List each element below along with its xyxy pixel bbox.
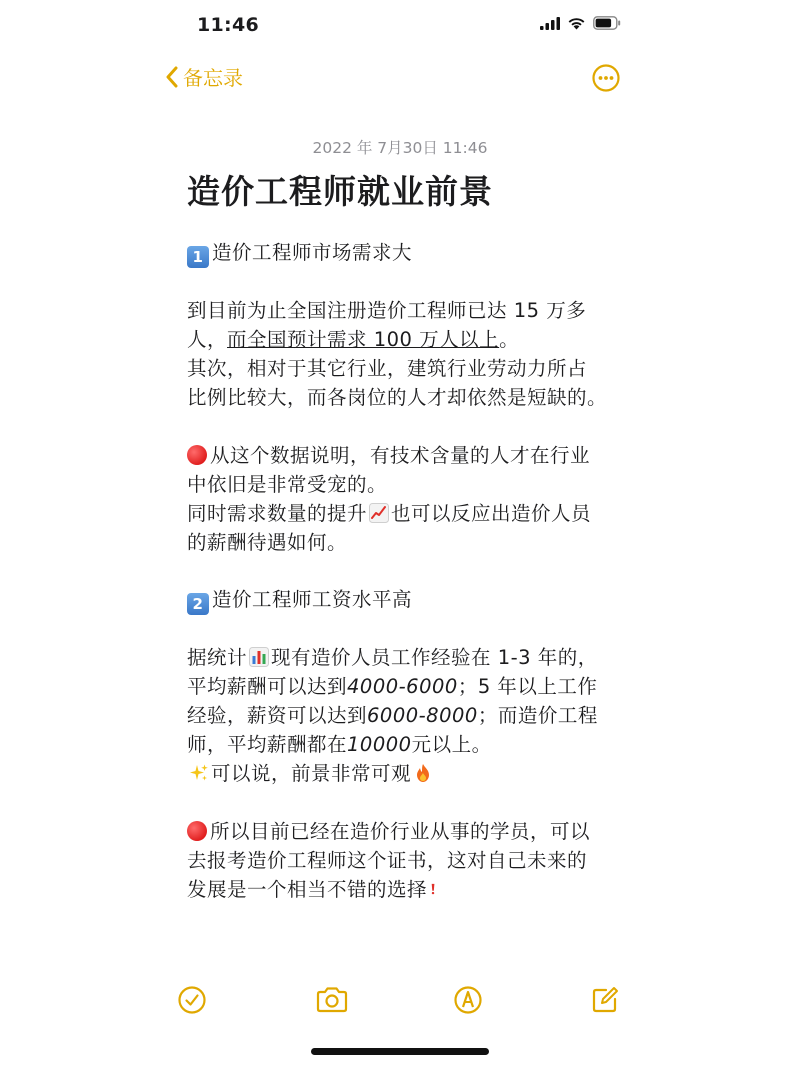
section-2-heading-line [187, 585, 412, 615]
p3-line3 [187, 701, 598, 730]
p2-line2: 中依旧是非常受宠的。 [187, 473, 388, 496]
p3-line1-post: 现有造价人员工作经验在 1-3 年的， [271, 646, 598, 669]
p3-line5-text: 可以说，前景非常可观 [211, 762, 412, 785]
p3-line3-post: ；而造价工程 [477, 704, 598, 727]
p3-line2 [187, 672, 597, 701]
notes-screen [165, 0, 635, 1067]
chevron-left-icon [165, 66, 179, 88]
salary-range-1: 4000-6000 [347, 675, 458, 698]
keycap-1-icon: 1 [187, 246, 209, 268]
status-icons [540, 16, 621, 30]
p4-line2: 去报考造价工程师这个证书，这对自己未来的 [187, 849, 588, 872]
note-title: 造价工程师就业前景 [187, 172, 493, 211]
p2-line3-post: 也可以反应出造价人员 [391, 502, 592, 525]
p3-line2-post: ；5 年以上工作 [457, 675, 598, 698]
p1-line2-pre: 人， [187, 328, 228, 351]
p4-line3-text: 发展是一个相当不错的选择 [187, 878, 428, 901]
p2-line4: 的薪酬待遇如何。 [187, 531, 348, 554]
p4-line3 [187, 875, 443, 904]
note-date: 2022 年 7月30日 11:46 [312, 139, 488, 157]
battery-icon [593, 16, 621, 30]
chart-increasing-icon [369, 503, 389, 523]
wifi-icon [567, 16, 586, 30]
p2-line1 [187, 441, 590, 470]
keycap-2-icon: 2 [187, 593, 209, 615]
p3-line2-pre: 平均薪酬可以达到 [187, 675, 348, 698]
p3-line1-pre: 据统计 [187, 646, 248, 669]
markup-icon[interactable] [453, 985, 483, 1015]
home-indicator[interactable] [311, 1048, 489, 1055]
p3-line4-pre: 师，平均薪酬都在 [187, 733, 348, 756]
back-button[interactable] [165, 62, 243, 91]
p1-line2-post: 。 [499, 328, 520, 351]
p3-line3-pre: 经验，薪资可以达到 [187, 704, 368, 727]
section-2-heading: 造价工程师工资水平高 [212, 588, 413, 611]
exclamation-icon [429, 879, 441, 899]
p3-line4-post: 元以上。 [411, 733, 492, 756]
p3-line1 [187, 643, 598, 672]
p1-underlined-text: 而全国预计需求 100 万人以上 [227, 328, 500, 351]
section-1-heading: 造价工程师市场需求大 [212, 241, 413, 264]
p4-line1-text: 所以目前已经在造价行业从事的学员，可以 [210, 820, 591, 843]
more-icon[interactable] [591, 63, 621, 93]
status-time: 11:46 [197, 14, 259, 36]
salary-number: 10000 [347, 733, 412, 756]
p1-line1: 到目前为止全国注册造价工程师已达 15 万多 [187, 299, 587, 322]
p2-line3-pre: 同时需求数量的提升 [187, 502, 368, 525]
red-circle-icon [187, 445, 207, 465]
salary-range-2: 6000-8000 [367, 704, 478, 727]
p3-line5 [187, 759, 435, 788]
p1-line3: 其次，相对于其它行业，建筑行业劳动力所占 [187, 357, 588, 380]
camera-icon[interactable] [315, 985, 349, 1015]
compose-icon[interactable] [590, 985, 620, 1015]
p3-line4 [187, 730, 492, 759]
signal-icon [540, 17, 560, 30]
bar-chart-icon [249, 647, 269, 667]
section-1-heading-line [187, 238, 412, 268]
back-button-label: 备忘录 [183, 66, 243, 90]
checklist-icon[interactable] [177, 985, 207, 1015]
p1-line4: 比例比较大，而各岗位的人才却依然是短缺的。 [187, 386, 608, 409]
red-circle-icon [187, 821, 207, 841]
p1-line2 [187, 325, 519, 354]
fire-icon [413, 763, 433, 783]
sparkles-icon [189, 763, 209, 783]
p2-line3 [187, 499, 591, 528]
p2-line1-text: 从这个数据说明，有技术含量的人才在行业 [210, 444, 591, 467]
p4-line1 [187, 817, 590, 846]
